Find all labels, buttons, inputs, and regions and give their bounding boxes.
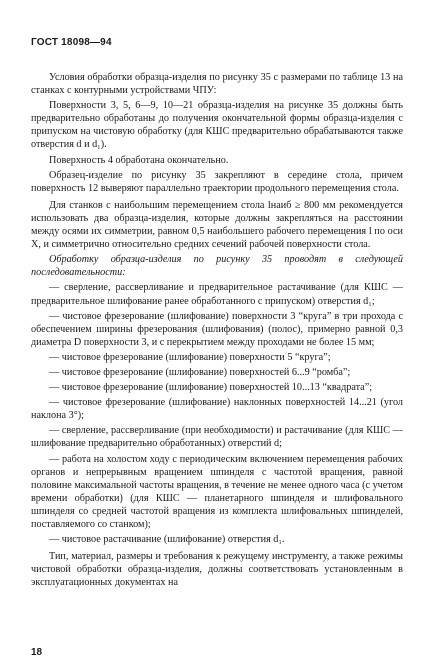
paragraph: — чистовое фрезерование (шлифование) наклонных поверхностей 14...21 (угол наклона 3°); [31,397,403,422]
paragraph: Тип, материал, размеры и требования к режущему инструменту, а также режимы чистовой обработки образца-изделия, должны соответствовать установленным в эксплуатационных документах на [31,551,403,589]
paragraph: — работа на холостом ходу с периодическим включением перемещения рабочих органов и непрерывным вращением шпинделя с частотой вращения, равной половине максимальной частоты вращения, в течение не менее одного часа (с учетом времени обработки) (для КШС — планетарного шпинделя и шлифовального шпинделя со средней частотой вращения из комплекта шлифовальных шпинделей, поставляемого со станком); [31,453,403,530]
body-text [31,71,403,591]
paragraph: — чистовое растачивание (шлифование) отверстия d₁. [49,534,285,546]
paragraph: — чистовое фрезерование (шлифование) поверхности 3 “круга” в три прохода с обеспечением ширины фрезерования (шлифования) (полос), примерно равной 0,3 диаметра D поверхности 3, и с перекрытием между проходами не более 15 мм; [31,310,403,348]
paragraph: — чистовое фрезерование (шлифование) поверхностей 6...9 “ромба”; [49,366,351,378]
standard-header: ГОСТ 18098—94 [31,37,112,48]
paragraph: Поверхности 3, 5, 6—9, 10—21 образца-изделия на рисунке 35 должны быть предварительно обработаны до получения окончательной формы образца-изделия с припуском на чистовую обработку (для КШС предварительно обрабатываются также отверстия d и d₁). [31,100,403,151]
paragraph: — чистовое фрезерование (шлифование) поверхностей 10...13 “квадрата”; [49,382,373,394]
paragraph: Обработку образца-изделия по рисунку 35 проводят в следующей последовательности: [31,254,403,279]
paragraph: Образец-изделие по рисунку 35 закрепляют в середине стола, причем поверхность 12 выверяют параллельно траектории продольного перемещения стола. [31,169,403,194]
paragraph: — сверление, рассверливание и предварительное растачивание (для КШС — предварительное шлифование ранее обработанного с припуском) отверстия d₁; [31,282,403,307]
paragraph: Поверхность 4 обработана окончательно. [49,154,229,166]
paragraph: — сверление, рассверливание (при необходимости) и растачивание (для КШС — шлифование предварительно обработанных) отверстий d; [31,425,403,450]
paragraph: Условия обработки образца-изделия по рисунку 35 с размерами по таблице 13 на станках с контурными устройствами ЧПУ: [31,72,403,97]
paragraph: Для станков с наибольшим перемещением стола lнаиб ≥ 800 мм рекомендуется использовать два образца-изделия, которые должны закрепляться на расстоянии между осями их симметрии, равном 0,5 наибольшего рабочего перемещения l по оси X, и симметрично относительно средних сечений рабочей поверхности стола. [31,199,403,251]
paragraph: — чистовое фрезерование (шлифование) поверхности 5 “круга”; [49,351,331,363]
page-number: 18 [31,647,43,658]
